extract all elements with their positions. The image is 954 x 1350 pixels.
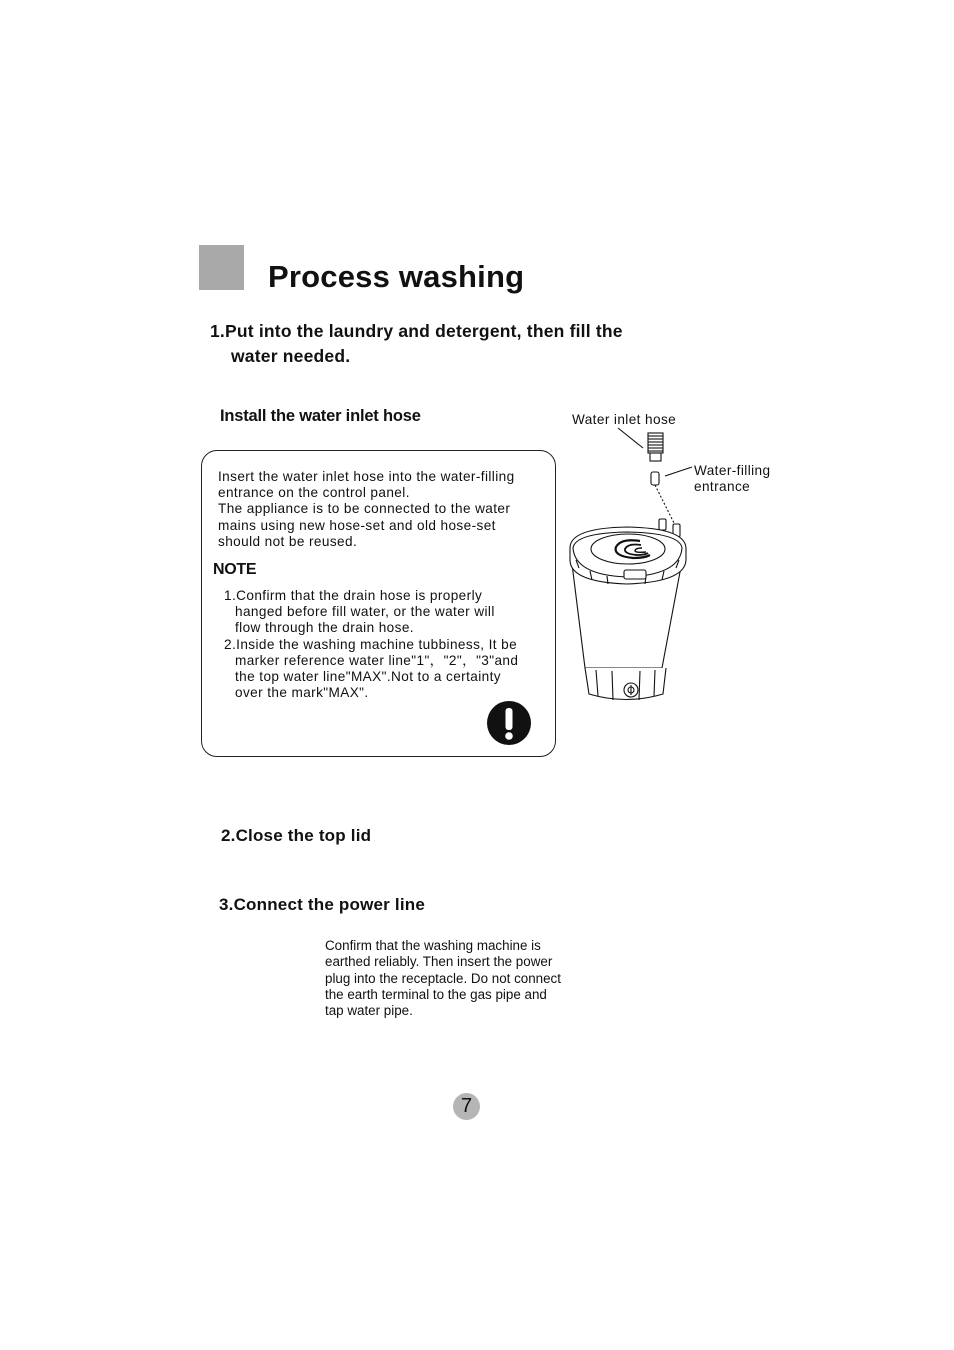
install-line: Insert the water inlet hose into the water-filling	[218, 469, 515, 484]
power-line: tap water pipe.	[325, 1003, 413, 1019]
install-instructions	[218, 469, 548, 550]
note-line: the top water line"MAX".Not to a certainty	[235, 669, 501, 685]
power-instructions	[325, 938, 590, 1019]
install-line: mains using new hose-set and old hose-set	[218, 517, 496, 533]
label-water-filling-entrance	[694, 463, 770, 495]
note-line: over the mark"MAX".	[235, 685, 369, 701]
install-line: The appliance is to be connected to the water	[218, 501, 511, 517]
install-line: entrance on the control panel.	[218, 485, 410, 501]
install-line: should not be reused.	[218, 533, 358, 549]
power-line: the earth terminal to the gas pipe and	[325, 986, 547, 1002]
note-label: NOTE	[213, 561, 257, 578]
install-heading: Install the water inlet hose	[220, 407, 421, 425]
power-line: plug into the receptacle. Do not connect	[325, 970, 561, 986]
leader-line-entrance	[665, 467, 692, 476]
exclamation-icon	[486, 700, 532, 746]
note-list	[224, 588, 518, 701]
hose-icon	[648, 433, 663, 461]
leader-line-hose	[618, 428, 643, 448]
page-title: Process washing	[268, 259, 525, 294]
note-line: 1.Confirm that the drain hose is properly	[224, 588, 483, 603]
power-line: earthed reliably. Then insert the power	[325, 954, 553, 970]
note-line: 2.Inside the washing machine tubbiness, It be	[224, 636, 518, 652]
note-line: hanged before fill water, or the water will	[235, 604, 495, 620]
step-1-line-2: water needed.	[231, 346, 351, 366]
note-line: flow through the drain hose.	[235, 620, 414, 636]
step-2-heading: 2.Close the top lid	[221, 826, 372, 845]
label-entrance-line: entrance	[694, 479, 751, 495]
label-water-inlet-hose: Water inlet hose	[572, 412, 677, 427]
step-1-heading	[210, 319, 623, 369]
label-entrance-line: Water-filling	[694, 463, 771, 478]
power-line: Confirm that the washing machine is	[325, 938, 541, 953]
page-number: 7	[453, 1093, 480, 1120]
note-line: marker reference water line"1"，"2"，"3"and	[235, 652, 519, 668]
section-marker	[199, 245, 244, 290]
step-1-line-1: 1.Put into the laundry and detergent, then fill the	[210, 321, 623, 341]
washing-machine-illustration	[560, 425, 700, 710]
step-3-heading: 3.Connect the power line	[219, 895, 425, 914]
